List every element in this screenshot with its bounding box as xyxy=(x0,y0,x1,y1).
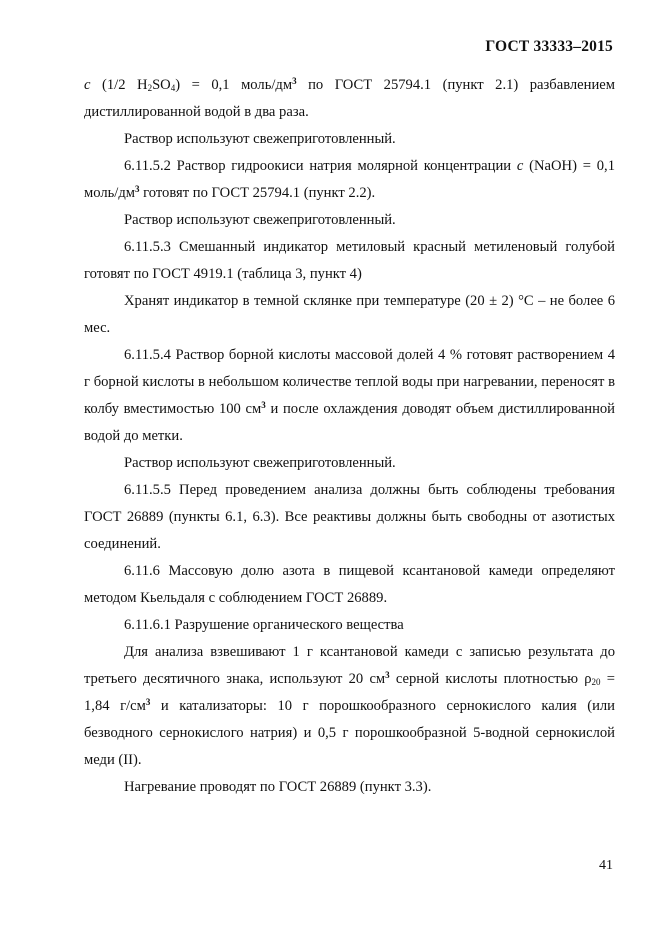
paragraph-6-11-5-5: 6.11.5.5 Перед проведением анализа должны быть соблюдены требования ГОСТ 26889 (пункты 6.1, 6.3). Все реактивы должны быть свободны от азотистых соединений. xyxy=(84,482,615,552)
paragraph-6-11-6: 6.11.6 Массовую долю азота в пищевой ксантановой камеди определяют методом Кьельдаля с соблюдением ГОСТ 26889. xyxy=(84,563,615,606)
subscript: 2 xyxy=(147,83,153,93)
paragraph: Раствор используют свежеприготовленный. xyxy=(124,212,396,228)
paragraph: Раствор используют свежеприготовленный. xyxy=(124,455,396,471)
paragraph xyxy=(84,639,615,774)
text: Для анализа взвешивают 1 г ксантановой камеди с записью результата до третьего десятичного знака, используют 20 см xyxy=(84,644,615,687)
text: 6.11.5.4 Раствор борной кислоты массовой долей 4 % готовят растворением 4 г борной кислоты в небольшом количестве теплой воды при нагревании, переносят в колбу вместимостью 100 см xyxy=(84,347,615,417)
paragraph: Нагревание проводят по ГОСТ 26889 (пункт 3.3). xyxy=(124,779,432,795)
document-body xyxy=(84,72,615,801)
formula-var: c xyxy=(84,77,91,93)
paragraph-6-11-5-3: 6.11.5.3 Смешанный индикатор метиловый красный метиленовый голубой готовят по ГОСТ 4919.1 (таблица 3, пункт 4) xyxy=(84,239,615,282)
text: ) = 0,1 моль/дм xyxy=(175,77,293,93)
superscript: 3 xyxy=(145,697,151,707)
paragraph: Хранят индикатор в темной склянке при температуре (20 ± 2) °С – не более 6 мес. xyxy=(84,293,615,336)
formula-var: c xyxy=(516,158,524,174)
text: готовят по ГОСТ 25794.1 (пункт 2.2). xyxy=(139,185,376,201)
text: SO xyxy=(152,77,171,93)
superscript: 3 xyxy=(261,400,266,410)
subscript: 4 xyxy=(170,83,176,93)
superscript: 3 xyxy=(385,670,390,680)
page-number: 41 xyxy=(599,858,613,873)
text: и катализаторы: 10 г порошкообразного сернокислого калия (или безводного сернокислого натрия) и 0,5 г порошкообразной 5-водной сернокислой меди (II). xyxy=(84,698,615,768)
text: (1/2 H xyxy=(102,77,148,93)
subscript: 20 xyxy=(591,677,601,687)
paragraph-continuation xyxy=(84,72,615,126)
text: (NaOH) = 0,1 моль/дм xyxy=(84,158,615,201)
text: и после охлаждения доводят объем дистиллированной водой до метки. xyxy=(84,401,615,444)
superscript: 3 xyxy=(292,76,297,86)
paragraph-6-11-5-2 xyxy=(84,153,615,207)
paragraph: Раствор используют свежеприготовленный. xyxy=(124,131,396,147)
text: = 1,84 г/см xyxy=(84,671,615,714)
superscript: 3 xyxy=(135,184,140,194)
text: 6.11.5.2 Раствор гидроокиси натрия молярной концентрации xyxy=(124,158,517,174)
paragraph-6-11-6-1: 6.11.6.1 Разрушение органического вещества xyxy=(124,617,404,633)
text: по ГОСТ 25794.1 (пункт 2.1) разбавлением дистиллированной водой в два раза. xyxy=(84,77,615,120)
text: серной кислоты плотностью ρ xyxy=(389,671,592,687)
document-header-title: ГОСТ 33333–2015 xyxy=(485,38,613,55)
paragraph-6-11-5-4 xyxy=(84,342,615,450)
